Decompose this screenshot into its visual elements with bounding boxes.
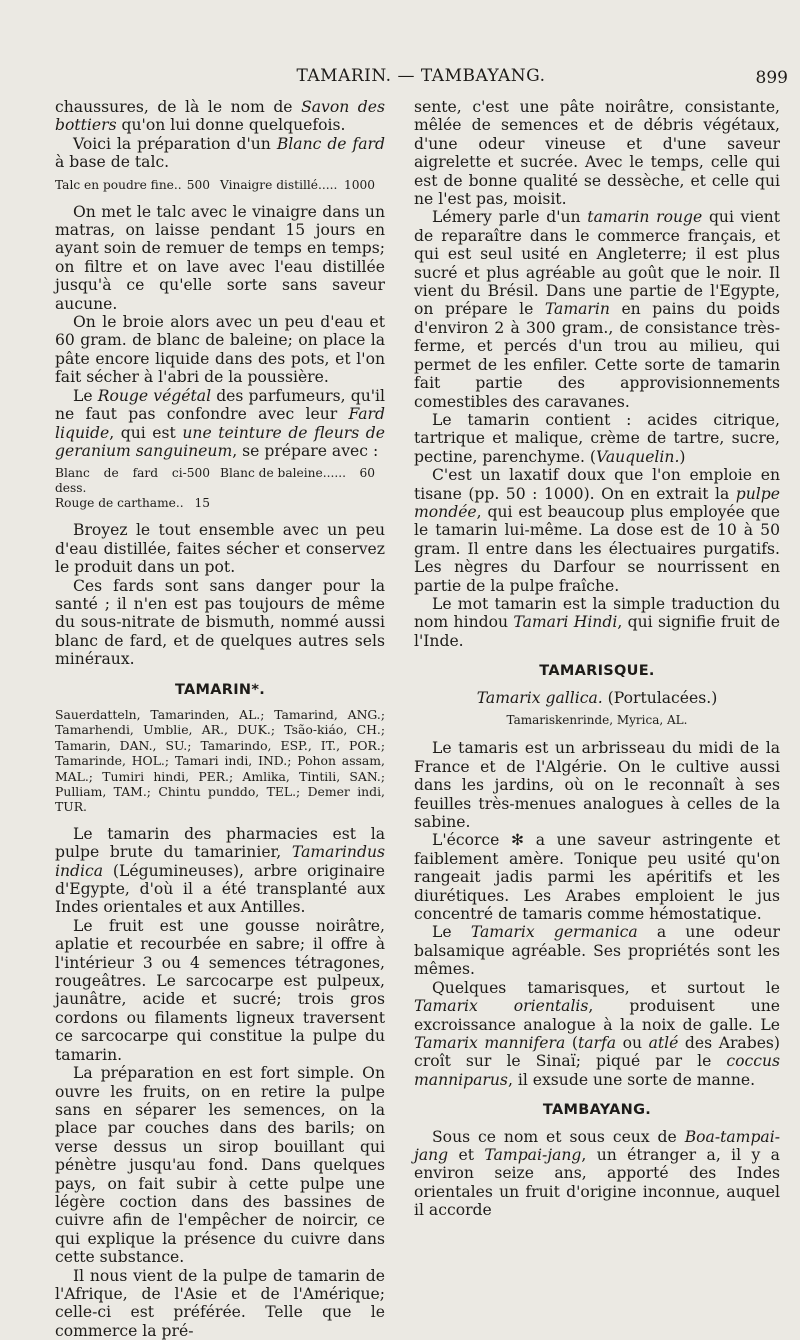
section-title-tambayang: TAMBAYANG. [542,1102,652,1119]
paragraph: Le Tamarix germanica a une odeur balsamique agréable. Ses propriétés sont les mêmes. [414,923,781,979]
paragraph: Voici la préparation d'un Blanc de fard à base de talc. [55,134,385,172]
recipe-table [55,178,385,193]
running-header [54,66,788,90]
paragraph: chaussures, de là le nom de Savon des bottiers qu'on lui donne quelquefois. [55,98,386,135]
paragraph: Lémery parle d'un tamarin rouge qui vient de reparaître dans le commerce français, et qui est seul usité en Angleterre; il est plus sucré et plus agréable au goût que le noir. Il vient du Brésil. Dans une partie de l'Egypte, on prépare le Tamarin en pains du poids d'environ 2 à 300 gram., de consistance très-ferme, et percés d'un trou au milieu, qui permet de les enfiler. Cette sorte de tamarin fait partie des approvisionnements comestibles des caravanes. [414,208,780,411]
paragraph: Le fruit est une gousse noirâtre, aplatie et recourbée en sabre; il offre à l'intérieur 3 ou 4 semences tétragones, rougeâtres. Le sarcocarpe est pulpeux, jaunâtre, acide et sucré; trois gros cordons ou filaments ligneux traversent ce sarcocarpe qui constitue la pulpe du tamarin. [55,916,385,1064]
paragraph: L'écorce ✻ a une saveur astringente et faiblement amère. Tonique peu usité qu'on rangeait jadis parmi les apéritifs et les diurétiques. Les Arabes emploient le jus concentré de tamaris comme hémostatique. [414,831,780,924]
botanical-name: Tamarix gallica. (Portulacées.) [476,688,718,707]
paragraph: La préparation en est fort simple. On ouvre les fruits, on en retire la pulpe sans en séparer les semences, on la place par couches dans des barils; on verse dessus un sirop bouillant qui pénètre jusqu'au fond. Dans quelques pays, on fait subir à cette pulpe une légère coction dans des bassines de cuivre afin de l'empêcher de noircir, ce qui explique la présence du cuivre dans cette substance. [55,1064,385,1267]
recipe-row: Vinaigre distillé..... 1000 [220,177,375,192]
paragraph: Le mot tamarin est la simple traduction du nom hindou Tamari Hindi, qui signifie fruit de l'Inde. [414,594,780,650]
recipe-table [55,466,385,511]
section-title-tamarin: TAMARIN*. [174,681,266,698]
recipe-row: Blanc de fard ci-dess. 500 [55,466,210,496]
recipe-row: Rouge de carthame.. 15 [55,496,210,511]
synonyms: Sauerdatteln, Tamarinden, AL.; Tamarind, ANG.; Tamarhendi, Umblie, AR., DUK.; Tsão-kiáo, CH.; Tamarin, DAN., SU.; Tamarindo, ESP., IT., POR.; Tamarinde, HOL.; Tamari indi, IND.; Pohon assam, MAL.; Tumiri hindi, PER.; Amlika, Tintili, SAN.; Pulliam, TAM.; Chintu punddo, TEL.; Demer indi, TUR. [55,706,385,815]
right-column [414,98,780,1220]
recipe-row: Blanc de baleine...... 60 [220,466,375,481]
left-column [55,98,385,1340]
page-number: 899 [755,68,788,88]
paragraph: On met le talc avec le vinaigre dans un matras, on laisse pendant 15 jours en ayant soin de remuer de temps en temps; on filtre et on lave avec l'eau distillée jusqu'à ce qu'elle sorte sans saveur aucune. [55,202,385,313]
paragraph: On le broie alors avec un peu d'eau et 60 gram. de blanc de baleine; on place la pâte encore liquide dans des pots, et l'on fait sécher à l'abri de la poussière. [55,313,385,387]
synonyms: Tamariskenrinde, Myrica, AL. [506,713,688,727]
paragraph: C'est un laxatif doux que l'on emploie en tisane (pp. 50 : 1000). On en extrait la pulpe mondée, qui est beaucoup plus employée que le tamarin lui-même. La dose est de 10 à 50 gram. Il entre dans les électuaires purgatifs. Les nègres du Darfour se nourrissent en partie de la pulpe fraîche. [414,466,780,595]
paragraph: Il nous vient de la pulpe de tamarin de l'Afrique, de l'Asie et de l'Amérique; celle-ci est préférée. Telle que le commerce la pré- [55,1266,385,1340]
running-title: TAMARIN. — TAMBAYANG. [296,66,546,86]
paragraph: Sous ce nom et sous ceux de Boa-tampai-jang et Tampai-jang, un étranger a, il y a environ seize ans, apporté des Indes orientales un fruit d'origine inconnue, auquel il accorde [414,1127,780,1220]
paragraph: Quelques tamarisques, et surtout le Tamarix orientalis, produisent une excroissance analogue à la noix de galle. Le Tamarix mannifera (tarfa ou atlé des Arabes) croît sur le Sinaï; piqué par le coccus manniparus, il exsude une sorte de manne. [414,978,781,1089]
paragraph: Broyez le tout ensemble avec un peu d'eau distillée, faites sécher et conservez le produit dans un pot. [55,521,385,577]
paragraph: Le tamarin contient : acides citrique, tartrique et malique, crème de tartre, sucre, pectine, parenchyme. (Vauquelin.) [414,410,780,466]
paragraph: Le tamaris est un arbrisseau du midi de la France et de l'Algérie. On le cultive aussi dans les jardins, où on le reconnaît à ses feuilles très-menues analogues à celles de la sabine. [414,739,780,832]
paragraph: Ces fards sont sans danger pour la santé ; il n'en est pas toujours de même du sous-nitrate de bismuth, nommé aussi blanc de fard, et de quelques autres sels minéraux. [55,576,385,669]
paragraph: sente, c'est une pâte noirâtre, consistante, mêlée de semences et de débris végétaux, d'une odeur vineuse et d'une saveur aigrelette et sucrée. Avec le temps, celle qui est de bonne qualité se dessèche, et celle qui ne l'est pas, moisit. [414,98,780,209]
paragraph: Le tamarin des pharmacies est la pulpe brute du tamarinier, Tamarindus indica (Légumineuses), arbre originaire d'Egypte, d'où il a été transplanté aux Indes orientales et aux Antilles. [55,824,385,917]
section-title-tamarisque: TAMARISQUE. [539,663,655,680]
recipe-row: Talc en poudre fine.. 500 [55,177,210,192]
paragraph: Le Rouge végétal des parfumeurs, qu'il ne faut pas confondre avec leur Fard liquide, qui est une teinture de fleurs de geranium sanguineum, se prépare avec : [55,386,386,460]
